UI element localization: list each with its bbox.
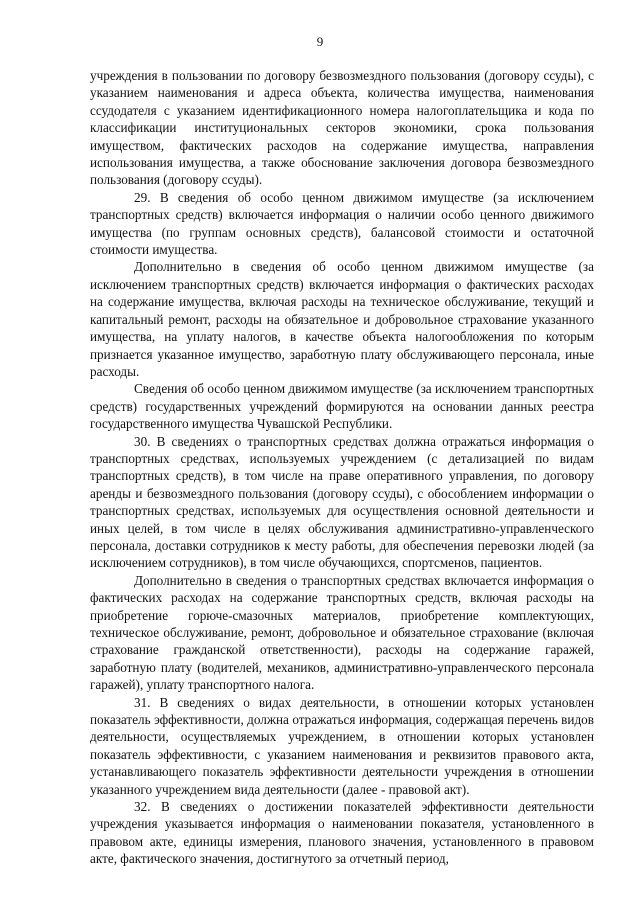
paragraph-item-31: 31. В сведениях о видах деятельности, в отношении которых установлен показатель эффективности, должна отражаться информация, содержащая перечень видов деятельности, осуществляемых учреждением, в отношении которых установлен показатель эффективности, с указанием наименования и реквизитов правового акта, устанавливающего показатель эффективности деятельности учреждения в отношении указанного учреждением вида деятельности (далее - правовой акт). [90, 694, 594, 797]
paragraph-30-additional: Дополнительно в сведения о транспортных средствах включается информация о фактических расходах на содержание транспортных средств, включая расходы на приобретение горюче-смазочных материалов, приобретение комплектующих, техническое обслуживание, ремонт, добровольное и обязательное страхование (включая страхование гражданской ответственности), расходы на содержание гаражей, заработную плату (водителей, механиков, административно-управленческого персонала гаражей), уплату транспортного налога. [90, 572, 594, 693]
paragraph-continuation: учреждения в пользовании по договору безвозмездного пользования (договору ссуды), с указанием наименования и адреса объекта, количества имущества, наименования ссудодателя с указанием идентификационного номера налогоплательщика и кода по классификации институциональных секторов экономики, срока пользования имуществом, фактических расходов на содержание имущества, направления использования имущества, а также обоснование заключения договора безвозмездного пользования (договору ссуды). [90, 68, 594, 188]
paragraph-29-registry-source: Сведения об особо ценном движимом имуществе (за исключением транспортных средств) государственных учреждений формируются на основании данных реестра государственного имущества Чувашской Республики. [90, 381, 594, 432]
paragraph-29-additional: Дополнительно в сведения об особо ценном движимом имуществе (за исключением транспортных средств) включается информация о фактических расходах на содержание имущества, включая расходы на техническое обслуживание, текущий и капитальный ремонт, расходы на обязательное и добровольное страхование указанного имущества, на уплату налогов, в качестве объекта налогообложения по которым признается указанное имущество, заработную плату обслуживающего персонала, иные расходы. [90, 259, 594, 379]
paragraph-item-30: 30. В сведениях о транспортных средствах должна отражаться информация о транспортных средствах, используемых учреждением (с детализацией по видам транспортных средств), в том числе на праве оперативного управления, по договору аренды и безвозмездного пользования (договору ссуды), с обособлением информации о транспортных средствах, используемых для осуществления основной деятельности и иных целей, в том числе в целях обслуживания административно-управленческого персонала, доставки сотрудников к месту работы, для обеспечения перевозки людей (за исключением сотрудников), в том числе обучающихся, спортсменов, пациентов. [90, 433, 594, 571]
paragraph-item-29: 29. В сведения об особо ценном движимом имуществе (за исключением транспортных средств) включается информация о наличии особо ценного движимого имущества (по группам основных средств), балансовой стоимости и остаточной стоимости имущества. [90, 189, 594, 258]
paragraph-item-32: 32. В сведениях о достижении показателей эффективности деятельности учреждения указывается информация о наименовании показателя, установленного в правовом акте, единицы измерения, планового значения, установленного в правовом акте, фактического значения, достигнутого за отчетный период, [90, 799, 594, 867]
document-body [90, 67, 594, 868]
page-number: 9 [316, 34, 324, 49]
